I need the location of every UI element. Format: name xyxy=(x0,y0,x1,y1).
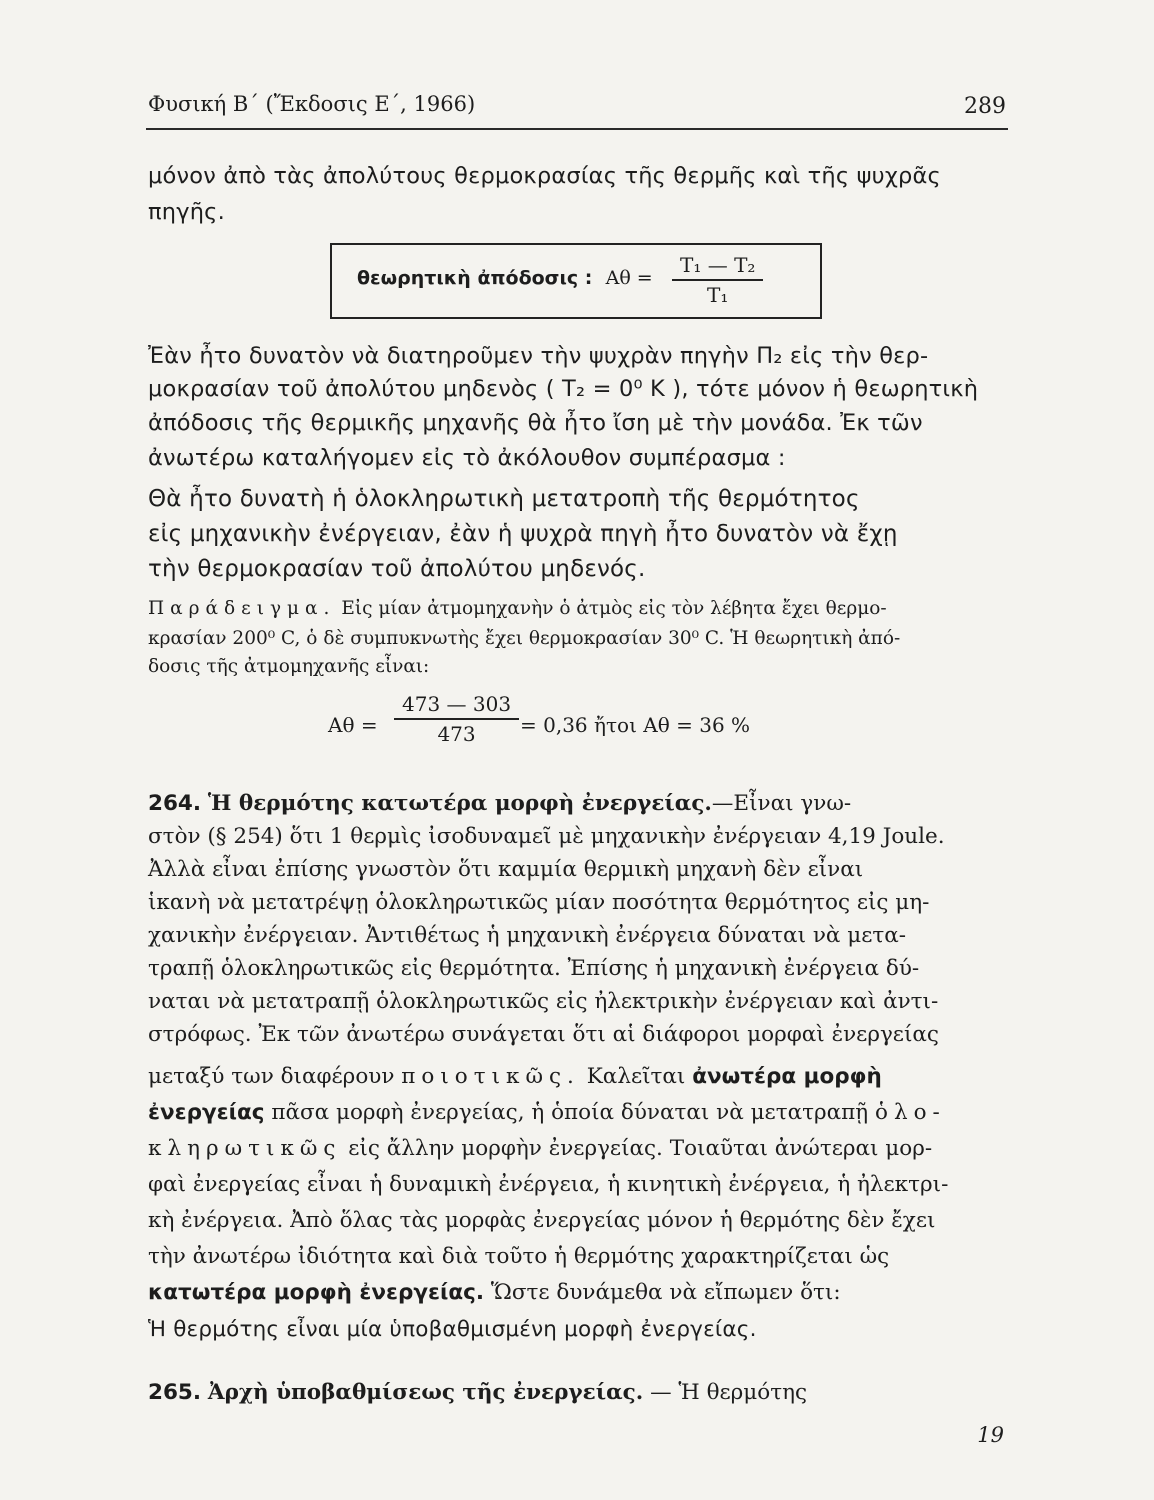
line-10-spaced: ὁλο- xyxy=(875,1100,946,1125)
section-264-line-10 xyxy=(148,1100,1008,1125)
section-264-line-3: Ἀλλὰ εἶναι ἐπίσης γνωστὸν ὅτι καμμία θερμικὴ μηχανὴ δὲν εἶναι xyxy=(148,857,864,882)
page-number: 289 xyxy=(964,94,1006,119)
efficiency-formula-box xyxy=(330,243,822,319)
paragraph-1-line-2: μοκρασίαν τοῦ ἀπολύτου μηδενὸς ( T₂ = 0⁰ K ), τότε μόνον ἡ θεωρητικὴ xyxy=(148,376,979,402)
intro-line-1: μόνον ἀπὸ τὰς ἀπολύτους θερμοκρασίας τῆς θερμῆς καὶ τῆς ψυχρᾶς xyxy=(148,163,941,189)
section-264-title: Ἡ θερμότης κατωτέρα μορφὴ ἐνεργείας. xyxy=(207,791,712,816)
formula-numerator: T₁ — T₂ xyxy=(680,253,756,277)
line-9-text-b: Καλεῖται xyxy=(586,1064,686,1089)
example-line-2: κρασίαν 200⁰ C, ὁ δὲ συμπυκνωτὴς ἔχει θερμοκρασίαν 30⁰ C. Ἡ θεωρητικὴ ἀπό- xyxy=(148,628,901,649)
conclusion-line-2: εἰς μηχανικὴν ἐνέργειαν, ἐὰν ἡ ψυχρὰ πηγὴ ἦτο δυνατὸν νὰ ἔχῃ xyxy=(148,521,898,547)
formula-fraction xyxy=(672,253,763,307)
section-264-line-15 xyxy=(148,1280,1008,1305)
header-rule xyxy=(146,128,1008,130)
example-equation-rhs: = 0,36 ἤτοι Aθ = 36 % xyxy=(520,713,751,737)
section-264-line-4: ἱκανὴ νὰ μετατρέψῃ ὁλοκληρωτικῶς μίαν ποσότητα θερμότητος εἰς μη- xyxy=(148,890,930,915)
line-9-spaced: ποιοτικῶς. xyxy=(401,1064,580,1089)
section-264-line-1 xyxy=(148,791,1008,816)
section-265-heading xyxy=(148,1380,1008,1405)
section-265-title: Ἀρχὴ ὑποβαθμίσεως τῆς ἐνεργείας. xyxy=(207,1380,644,1405)
example-line-1-text: Εἰς μίαν ἀτμομηχανὴν ὁ ἀτμὸς εἰς τὸν λέβητα ἔχει θερμο- xyxy=(341,598,887,619)
example-line-1 xyxy=(148,598,1008,619)
running-header: Φυσική Β΄ (Ἔκδοσις Ε΄, 1966) xyxy=(148,92,476,116)
section-265-rest: — Ἡ θερμότης xyxy=(650,1380,808,1405)
section-264-line-5: χανικὴν ἐνέργειαν. Ἀντιθέτως ἡ μηχανικὴ ἐνέργεια δύναται νὰ μετα- xyxy=(148,923,907,948)
example-equation-fraction xyxy=(394,692,519,746)
section-264-line-12: φαὶ ἐνεργείας εἶναι ἡ δυναμικὴ ἐνέργεια, ἡ κινητικὴ ἐνέργεια, ἡ ἠλεκτρι- xyxy=(148,1172,949,1197)
example-label: Παράδειγμα. xyxy=(148,598,336,619)
paragraph-1-line-3: ἀπόδοσις τῆς θερμικῆς μηχανῆς θὰ ἦτο ἴση μὲ τὴν μονάδα. Ἐκ τῶν xyxy=(148,410,923,436)
signature-number: 19 xyxy=(977,1423,1004,1447)
line-9-text-a: μεταξύ των διαφέρουν xyxy=(148,1064,395,1089)
paragraph-1-line-4: ἀνωτέρω καταλήγομεν εἰς τὸ ἀκόλουθον συμπέρασμα : xyxy=(148,445,786,471)
example-numerator: 473 — 303 xyxy=(402,692,512,716)
section-264-line-2: στὸν (§ 254) ὅτι 1 θερμὶς ἰσοδυναμεῖ μὲ μηχανικὴν ἐνέργειαν 4,19 Joule. xyxy=(148,824,945,849)
line-10-text: πᾶσα μορφὴ ἐνεργείας, ἡ ὁποία δύναται νὰ μετατραπῇ xyxy=(271,1100,869,1125)
paragraph-1-line-1: Ἐὰν ἦτο δυνατὸν νὰ διατηροῦμεν τὴν ψυχρὰν πηγὴν Π₂ εἰς τὴν θερ- xyxy=(148,343,929,369)
example-line-3: δοσις τῆς ἀτμομηχανῆς εἶναι: xyxy=(148,656,430,677)
section-265-number: 265. xyxy=(148,1380,202,1405)
example-denominator: 473 xyxy=(437,722,476,746)
line-11-text: εἰς ἄλλην μορφὴν ἐνεργείας. Τοιαῦται ἀνώτεραι μορ- xyxy=(348,1136,933,1161)
section-264-line-11 xyxy=(148,1136,1008,1161)
intro-line-2: πηγῆς. xyxy=(148,199,225,225)
line-15-text: Ὥστε δυνάμεθα νὰ εἴπωμεν ὅτι: xyxy=(490,1280,841,1305)
section-264-line-9 xyxy=(148,1064,1008,1089)
line-10-bold: ἐνεργείας xyxy=(148,1100,265,1125)
example-equation-lhs: Aθ = xyxy=(328,713,378,737)
line-11-spaced: κληρωτικῶς xyxy=(148,1136,342,1161)
conclusion-line-1: Θὰ ἦτο δυνατὴ ἡ ὁλοκληρωτικὴ μετατροπὴ τῆς θερμότητος xyxy=(148,486,860,512)
degradation-statement: Ἡ θερμότης εἶναι μία ὑποβαθμισμένη μορφὴ ἐνεργείας. xyxy=(148,1317,757,1342)
conclusion-line-3: τὴν θερμοκρασίαν τοῦ ἀπολύτου μηδενός. xyxy=(148,556,646,582)
section-264-line-14: τὴν ἀνωτέρω ἰδιότητα καὶ διὰ τοῦτο ἡ θερμότης χαρακτηρίζεται ὡς xyxy=(148,1244,890,1269)
section-264-line-7: ναται νὰ μετατραπῇ ὁλοκληρωτικῶς εἰς ἠλεκτρικὴν ἐνέργειαν καὶ ἀντι- xyxy=(148,989,939,1014)
formula-denominator: T₁ xyxy=(707,283,729,307)
section-264-line-6: τραπῇ ὁλοκληρωτικῶς εἰς θερμότητα. Ἐπίσης ἡ μηχανικὴ ἐνέργεια δύ- xyxy=(148,956,920,981)
section-264-line-13: κὴ ἐνέργεια. Ἀπὸ ὅλας τὰς μορφὰς ἐνεργείας μόνον ἡ θερμότης δὲν ἔχει xyxy=(148,1208,936,1233)
formula-label: θεωρητικὴ ἀπόδοσις : Aθ = xyxy=(357,267,653,289)
line-9-bold: ἀνωτέρα μορφὴ xyxy=(692,1064,882,1089)
section-264-number: 264. xyxy=(148,791,202,816)
section-264-line-1-text: —Εἶναι γνω- xyxy=(711,791,852,816)
line-15-bold: κατωτέρα μορφὴ ἐνεργείας. xyxy=(148,1280,485,1305)
section-264-line-8: στρόφως. Ἐκ τῶν ἀνωτέρω συνάγεται ὅτι αἱ διάφοροι μορφαὶ ἐνεργείας xyxy=(148,1022,939,1047)
